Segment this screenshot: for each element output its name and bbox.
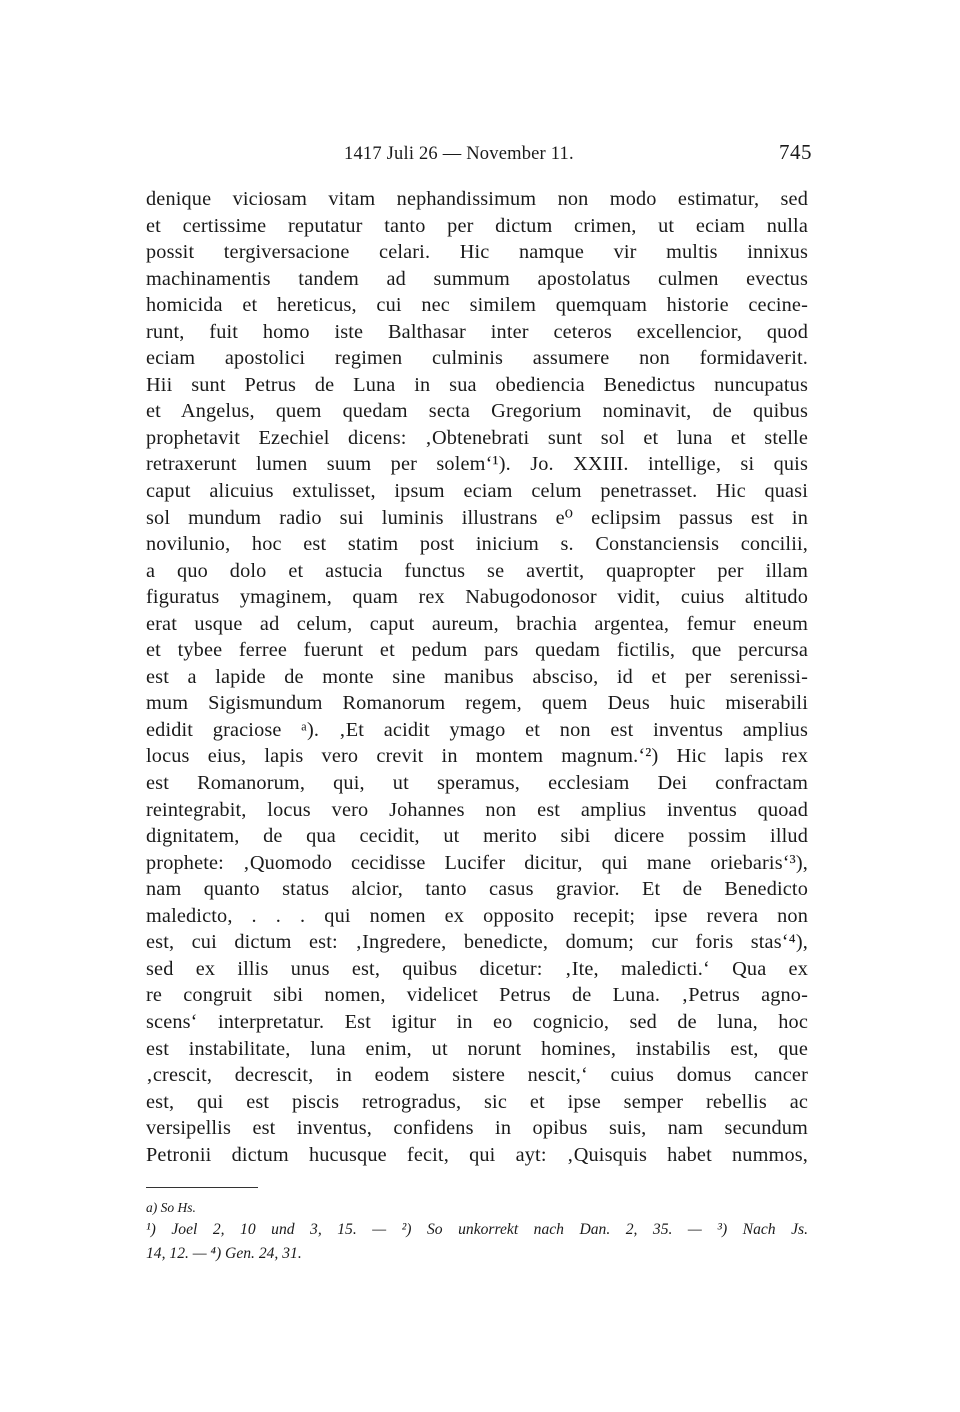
body-line: machinamentis tandem ad summum apostolatus culmen evectus: [146, 267, 808, 290]
body-line: prophete: ‚Quomodo cecidisse Lucifer dicitur, qui mane oriebaris‘³),: [146, 851, 808, 874]
body-line: denique viciosam vitam nephandissimum non modo estimatur, sed: [146, 188, 808, 210]
document-page: [146, 140, 812, 1266]
body-line: Petronii dictum hucusque fecit, qui ayt: ‚Quisquis habet nummos,: [146, 1143, 808, 1166]
body-line: eciam apostolici regimen culminis assumere non formidaverit.: [146, 347, 808, 370]
body-line: est, qui est piscis retrogradus, sic et ipse semper rebellis ac: [146, 1090, 808, 1113]
body-line: locus eius, lapis vero crevit in montem magnum.‘²) Hic lapis rex: [146, 745, 808, 768]
page-number: 745: [779, 140, 812, 164]
body-line: et certissime reputatur tanto per dictum crimen, ut eciam nulla: [146, 214, 808, 237]
body-line: dignitatem, de qua cecidit, ut merito sibi dicere possim illud: [146, 825, 808, 848]
body-line: mum Sigismundum Romanorum regem, quem Deus huic miserabili: [146, 692, 808, 715]
body-line: runt, fuit homo iste Balthasar inter ceteros excellencior, quod: [146, 320, 808, 343]
body-line: ‚crescit, decrescit, in eodem sistere nescit,‘ cuius domus cancer: [146, 1064, 808, 1087]
footnote-numbered-line-2: 14, 12. — ⁴) Gen. 24, 31.: [146, 1245, 302, 1263]
body-line: maledicto, . . . qui nomen ex opposito recepit; ipse revera non: [146, 904, 808, 927]
page-header: [146, 140, 812, 174]
body-line: sed ex illis unus est, quibus dicetur: ‚Ite, maledicti.‘ Qua ex: [146, 957, 808, 980]
body-line: homicida et hereticus, cui nec similem quemquam historie cecine-: [146, 294, 808, 317]
footnotes: [146, 1194, 808, 1266]
body-line: prophetavit Ezechiel dicens: ‚Obtenebrati sunt sol et luna et stelle: [146, 426, 808, 449]
footnote-a: a) So Hs.: [146, 1200, 196, 1216]
body-line: edidit graciose ᵃ). ‚Et acidit ymago et non est inventus amplius: [146, 718, 808, 741]
body-text: [146, 186, 808, 1168]
body-line: versipellis est inventus, confidens in opibus suis, nam secundum: [146, 1117, 808, 1140]
body-line: et Angelus, quem quedam secta Gregorium nominavit, de quibus: [146, 400, 808, 423]
body-line: figuratus ymaginem, quam rex Nabugodonosor vidit, cuius altitudo: [146, 586, 808, 609]
body-line: retraxerunt lumen suum per solem‘¹). Jo. XXIII. intellige, si quis: [146, 453, 808, 476]
body-line: caput alicuius extulisset, ipsum eciam celum penetrasset. Hic quasi: [146, 480, 808, 503]
body-line: est a lapide de monte sine manibus absciso, id et per serenissi-: [146, 665, 808, 688]
body-line: sol mundum radio sui luminis illustrans e⁰ eclipsim passus est in: [146, 506, 808, 529]
body-line: est Romanorum, qui, ut speramus, ecclesiam Dei confractam: [146, 772, 808, 795]
footnote-numbered-line-1: ¹) Joel 2, 10 und 3, 15. — ²) So unkorrekt nach Dan. 2, 35. — ³) Nach Js.: [146, 1221, 808, 1239]
body-line: est instabilitate, luna enim, ut norunt homines, instabilis est, que: [146, 1037, 808, 1060]
body-line: et tybee ferree fuerunt et pedum pars quedam fictilis, que percursa: [146, 639, 808, 662]
body-line: erat usque ad celum, caput aureum, brachia argentea, femur eneum: [146, 612, 808, 635]
body-line: est, cui dictum est: ‚Ingredere, benedicte, domum; cur foris stas‘⁴),: [146, 931, 808, 954]
body-line: scens‘ interpretatur. Est igitur in eo cognicio, sed de luna, hoc: [146, 1010, 808, 1033]
body-line: a quo dolo et astucia functus se avertit, quapropter per illam: [146, 559, 808, 582]
body-line: Hii sunt Petrus de Luna in sua obediencia Benedictus nuncupatus: [146, 373, 808, 396]
footnote-rule: [146, 1187, 258, 1188]
body-line: possit tergiversacione celari. Hic namque vir multis innixus: [146, 241, 808, 264]
body-line: nam quanto status alcior, tanto casus gravior. Et de Benedicto: [146, 878, 808, 901]
body-line: novilunio, hoc est statim post inicium s. Constanciensis concilii,: [146, 533, 808, 556]
body-line: re congruit sibi nomen, videlicet Petrus de Luna. ‚Petrus agno-: [146, 984, 808, 1007]
body-line: reintegrabit, locus vero Johannes non est amplius inventus quoad: [146, 798, 808, 821]
running-head: 1417 Juli 26 — November 11.: [344, 144, 574, 164]
